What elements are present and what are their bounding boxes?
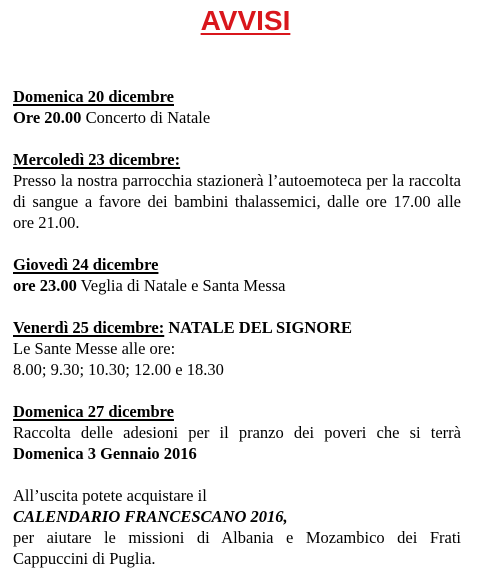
announcement-sunday-20 bbox=[13, 86, 461, 128]
announcement-heading: Domenica 27 dicembre bbox=[13, 402, 174, 421]
announcement-heading: Domenica 20 dicembre bbox=[13, 87, 174, 106]
feast-name: NATALE DEL SIGNORE bbox=[164, 318, 353, 337]
announcement-description: Presso la nostra parrocchia stazionerà l’autoemoteca per la raccolta di sangue a favore dei bambini thalassemici, dalle ore 17.00 alle ore 21.00. bbox=[13, 171, 461, 232]
announcement-time: Ore 20.00 bbox=[13, 108, 82, 127]
announcement-description: Raccolta delle adesioni per il pranzo dei poveri che si terrà bbox=[13, 423, 461, 442]
mass-times: 8.00; 9.30; 10.30; 12.00 e 18.30 bbox=[13, 360, 224, 379]
announcement-description: per aiutare le missioni di Albania e Mozambico dei Frati Cappuccini di Puglia. bbox=[13, 528, 461, 568]
announcement-description: Le Sante Messe alle ore: bbox=[13, 339, 176, 358]
calendar-title: CALENDARIO FRANCESCANO 2016, bbox=[13, 507, 288, 526]
announcement-wednesday-23 bbox=[13, 149, 461, 233]
announcement-heading-line bbox=[13, 317, 461, 338]
announcements-body bbox=[13, 86, 461, 569]
announcement-text bbox=[13, 107, 461, 128]
announcement-heading: Mercoledì 23 dicembre: bbox=[13, 150, 181, 169]
announcement-heading: Venerdì 25 dicembre: bbox=[13, 318, 165, 337]
announcement-description: Concerto di Natale bbox=[81, 108, 211, 127]
announcement-calendar bbox=[13, 485, 461, 569]
announcement-text bbox=[13, 275, 461, 296]
announcement-thursday-24 bbox=[13, 254, 461, 296]
announcement-heading: Giovedì 24 dicembre bbox=[13, 255, 159, 274]
announcement-time: ore 23.00 bbox=[13, 276, 77, 295]
page-title: AVVISI bbox=[200, 5, 291, 36]
announcement-sunday-27 bbox=[13, 401, 461, 464]
announcement-text bbox=[13, 422, 461, 464]
announcement-friday-25 bbox=[13, 317, 461, 380]
lunch-date: Domenica 3 Gennaio 2016 bbox=[13, 444, 197, 463]
announcement-description: Veglia di Natale e Santa Messa bbox=[76, 276, 286, 295]
announcement-description: All’uscita potete acquistare il bbox=[13, 486, 207, 505]
